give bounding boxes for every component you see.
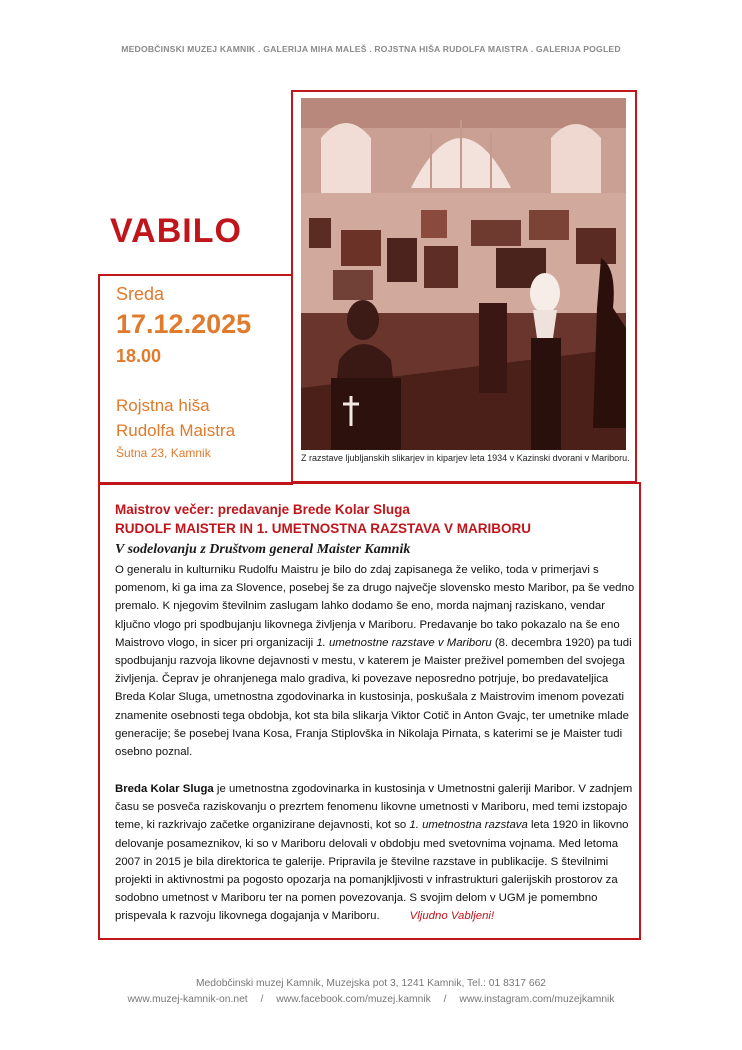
bio-text-a: je umetnostna zgodovinarka in kustosinja v Umetnostni galeriji Maribor. V zadnjem času se posveča raziskovanju o prezrtem fenomenu likovne umetnosti v Mariboru, med temi izstopajo teme, ki razkrivajo začetke organizirane dejavnosti, kot so: [115, 783, 633, 832]
lecture-title: Maistrov večer: predavanje Brede Kolar Sluga: [115, 502, 410, 517]
separator: /: [443, 994, 447, 1005]
event-date: 17.12.2025: [116, 309, 252, 339]
institutions-header: MEDOBČINSKI MUZEJ KAMNIK . GALERIJA MIHA MALEŠ . ROJSTNA HIŠA RUDOLFA MAISTRA . GALERIJA POGLED: [121, 44, 621, 54]
exhibition-photo: [301, 98, 626, 450]
bio-exhibition-name: 1. umetnostna razstava: [409, 819, 528, 832]
lecturer-bio: [115, 780, 635, 926]
welcome-note: Vljudno Vabljeni!: [409, 910, 495, 923]
bio-text-b: leta 1920 in likovno delovanje posameznikov, ki so v Mariboru delovali v obdobju med svetovnima vojnama. Med letoma 2007 in 2015 je bila direktorica te galerije. Pripravila je številne razstave in publikacije. S številnimi projekti in aktivnostmi pa pogosto opozarja na pomanjkljivosti v infrastrukturi galerijskih prostorov za sodobno umetnost v Mariboru ter na pomen povezovanja. S svojim delom v UGM je pomembno prispevala k razvoju likovnega dogajanja v Mariboru.: [115, 819, 629, 923]
website-link[interactable]: www.muzej-kamnik-on.net: [127, 994, 248, 1005]
venue-line-2: Rudolfa Maistra: [116, 421, 236, 440]
separator: /: [260, 994, 264, 1005]
venue-address: Šutna 23, Kamnik: [116, 446, 211, 460]
invitation-title: VABILO: [110, 212, 242, 250]
description-text-a: O generalu in kulturniku Rudolfu Maistru je bilo do zdaj zapisanega že veliko, toda v primerjavi s pomenom, ki ga ima za Slovence, posebej še za drugo največje slovensko mesto Maribor, pa še vedno premalo. K njegovim številnim zaslugam lahko dodamo še eno, morda najmanj raziskano, vendar ključno vlogo pri spodbujanju likovnega življenja v Mariboru. Predavanje bo tako pokazalo na še eno Maistrovo vlogo, in sicer pri organizaciji: [115, 564, 635, 649]
photo-frame: [291, 90, 637, 483]
event-time: 18.00: [116, 346, 162, 366]
event-details-box: [98, 274, 293, 485]
instagram-link[interactable]: www.instagram.com/muzejkamnik: [459, 994, 615, 1005]
lecture-box: [98, 482, 641, 940]
facebook-link[interactable]: www.facebook.com/muzej.kamnik: [276, 994, 431, 1005]
cooperation-note: V sodelovanju z Društvom general Maister Kamnik: [115, 542, 411, 557]
lecture-subtitle: RUDOLF MAISTER IN 1. UMETNOSTNA RAZSTAVA V MARIBORU: [115, 521, 531, 536]
description-text-b: (8. decembra 1920) pa tudi spodbujanju razvoja likovne dejavnosti v mestu, v katerem je Maister preživel pomemben del svojega življenja. Čeprav je ohranjenega malo gradiva, ki povezave neposredno potrjuje, bo predavateljica Breda Kolar Sluga, umetnostna zgodovinarka in kustosinja, poskušala z Maistrovim imenom povezati znamenite osebnosti tega obdobja, kot sta bila slikarja Viktor Cotič in Anton Gvajc, ter umetnike mlade generacije; še posebej Ivana Kosa, Franja Stiplovška in Nikolaja Pirnata, s katerimi se je Maister tudi osebno poznal.: [115, 636, 632, 759]
photo-caption: Z razstave ljubljanskih slikarjev in kiparjev leta 1934 v Kazinski dvorani v Mariboru.: [301, 453, 630, 463]
venue-line-1: Rojstna hiša: [116, 396, 210, 415]
footer-contact: Medobčinski muzej Kamnik, Muzejska pot 3, 1241 Kamnik, Tel.: 01 8317 662: [195, 978, 547, 989]
lecturer-name: Breda Kolar Sluga: [115, 783, 214, 795]
footer-links: [0, 994, 742, 1005]
event-day: Sreda: [116, 284, 165, 304]
exhibition-name: 1. umetnostne razstave v Mariboru: [316, 636, 492, 649]
lecture-description: [115, 561, 635, 761]
